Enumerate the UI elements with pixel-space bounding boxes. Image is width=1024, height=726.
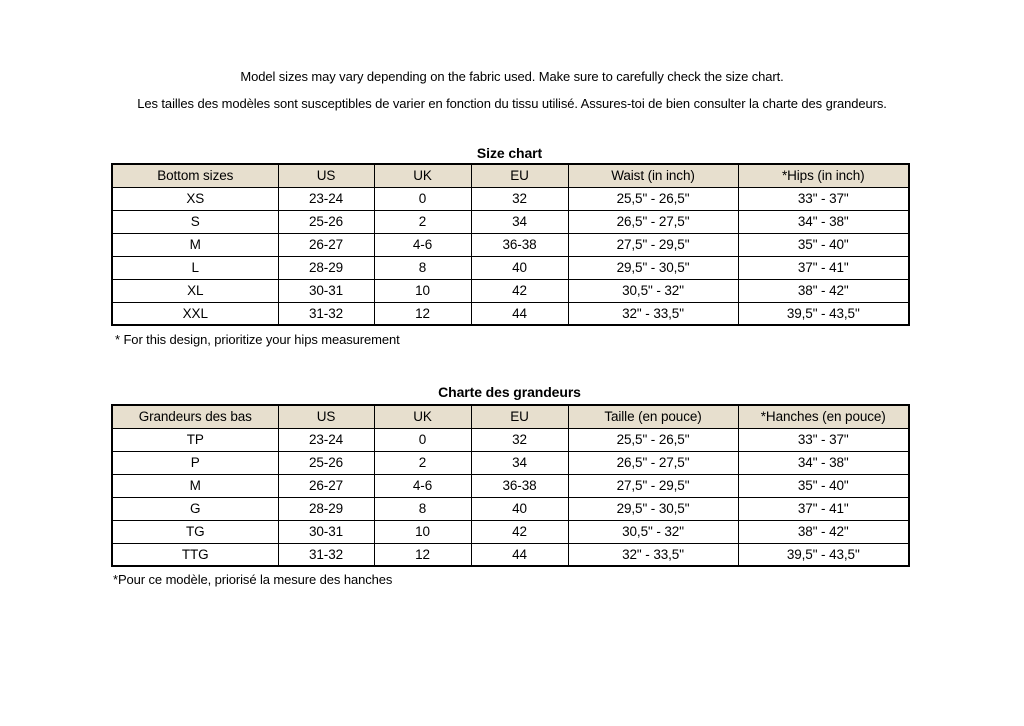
table-cell: G [112,497,278,520]
table-row [112,451,909,474]
table-cell: 4-6 [374,474,471,497]
table-row [112,543,909,566]
column-header: US [278,405,374,428]
table-row [112,497,909,520]
intro-text-french: Les tailles des modèles sont susceptibles de varier en fonction du tissu utilisé. Assures-toi de bien consulter la charte des grandeurs. [137,96,887,111]
table-cell: 33" - 37" [738,187,909,210]
table-cell: 26,5" - 27,5" [568,210,738,233]
table-cell: XS [112,187,278,210]
column-header: US [278,164,374,187]
table-cell: 10 [374,279,471,302]
table-cell: 36-38 [471,233,568,256]
table-cell: XL [112,279,278,302]
table-cell: 0 [374,428,471,451]
table-cell: TTG [112,543,278,566]
column-header: EU [471,164,568,187]
table-cell: 0 [374,187,471,210]
table-row [112,256,909,279]
table-cell: 30,5" - 32" [568,520,738,543]
table-cell: 32" - 33,5" [568,543,738,566]
table-cell: 32 [471,428,568,451]
table-cell: M [112,233,278,256]
column-header: UK [374,405,471,428]
table-cell: 40 [471,256,568,279]
table-cell: 25-26 [278,451,374,474]
table-cell: 34 [471,451,568,474]
table-cell: 26,5" - 27,5" [568,451,738,474]
table-cell: 27,5" - 29,5" [568,474,738,497]
table-header-row [112,405,909,428]
size-chart-title-english: Size chart [476,145,543,161]
column-header: Bottom sizes [112,164,278,187]
table-cell: 35" - 40" [738,474,909,497]
table-cell: 34 [471,210,568,233]
table-cell: TP [112,428,278,451]
column-header: Waist (in inch) [568,164,738,187]
table-cell: 25,5" - 26,5" [568,428,738,451]
table-cell: 12 [374,543,471,566]
table-cell: 32 [471,187,568,210]
table-header-row [112,164,909,187]
column-header: *Hips (in inch) [738,164,909,187]
hips-footnote-english: * For this design, prioritize your hips measurement [115,332,400,347]
table-cell: 29,5" - 30,5" [568,497,738,520]
table-cell: 12 [374,302,471,325]
table-cell: 26-27 [278,233,374,256]
table-cell: 31-32 [278,302,374,325]
table-cell: 37" - 41" [738,497,909,520]
table-cell: 40 [471,497,568,520]
table-cell: 25-26 [278,210,374,233]
table-row [112,279,909,302]
table-cell: S [112,210,278,233]
table-row [112,428,909,451]
size-chart-table-french [111,404,910,567]
table-cell: 44 [471,543,568,566]
table-cell: XXL [112,302,278,325]
intro-text-english: Model sizes may vary depending on the fabric used. Make sure to carefully check the size chart. [240,69,784,84]
table-cell: 34" - 38" [738,210,909,233]
table-cell: 39,5" - 43,5" [738,543,909,566]
table-cell: 39,5" - 43,5" [738,302,909,325]
table-row [112,210,909,233]
column-header: Taille (en pouce) [568,405,738,428]
hips-footnote-french: *Pour ce modèle, priorisé la mesure des hanches [113,572,393,587]
column-header: EU [471,405,568,428]
column-header: *Hanches (en pouce) [738,405,909,428]
table-cell: 2 [374,210,471,233]
table-cell: 31-32 [278,543,374,566]
table-cell: 30-31 [278,520,374,543]
table-cell: 30-31 [278,279,374,302]
table-cell: 29,5" - 30,5" [568,256,738,279]
table-cell: 28-29 [278,256,374,279]
table-row [112,187,909,210]
table-cell: 42 [471,520,568,543]
table-cell: 4-6 [374,233,471,256]
table-cell: M [112,474,278,497]
table-cell: 35" - 40" [738,233,909,256]
table-cell: 2 [374,451,471,474]
table-cell: TG [112,520,278,543]
table-cell: L [112,256,278,279]
size-chart-title-french: Charte des grandeurs [438,384,581,400]
table-cell: 33" - 37" [738,428,909,451]
table-cell: 28-29 [278,497,374,520]
table-cell: 42 [471,279,568,302]
table-cell: 23-24 [278,428,374,451]
column-header: Grandeurs des bas [112,405,278,428]
table-cell: 37" - 41" [738,256,909,279]
table-cell: 36-38 [471,474,568,497]
table-cell: 23-24 [278,187,374,210]
table-row [112,233,909,256]
table-cell: 38" - 42" [738,520,909,543]
table-cell: 32" - 33,5" [568,302,738,325]
table-cell: 8 [374,497,471,520]
table-cell: 8 [374,256,471,279]
size-chart-table-english [111,163,910,326]
table-cell: P [112,451,278,474]
table-cell: 38" - 42" [738,279,909,302]
column-header: UK [374,164,471,187]
table-row [112,474,909,497]
table-cell: 25,5" - 26,5" [568,187,738,210]
table-cell: 34" - 38" [738,451,909,474]
table-cell: 30,5" - 32" [568,279,738,302]
table-row [112,520,909,543]
table-cell: 27,5" - 29,5" [568,233,738,256]
table-cell: 26-27 [278,474,374,497]
table-row [112,302,909,325]
table-cell: 10 [374,520,471,543]
table-cell: 44 [471,302,568,325]
